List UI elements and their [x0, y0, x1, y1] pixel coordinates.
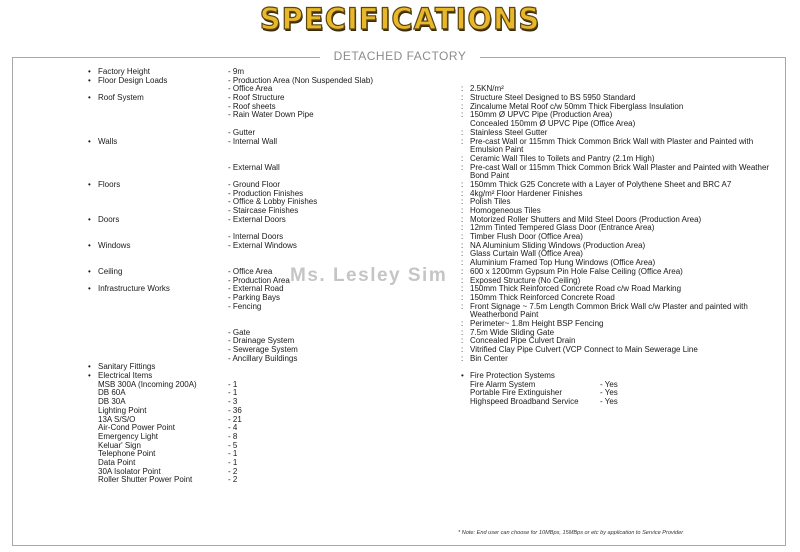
item-label: Sanitary Fittings	[98, 362, 156, 372]
bullet: •	[88, 362, 91, 372]
item-detail: Front Signage ~ 7.5m Length Common Brick Wall c/w Plaster and painted with	[470, 301, 748, 311]
colon: :	[461, 101, 464, 111]
bullet: •	[88, 136, 91, 146]
item-label: Ceiling	[98, 266, 123, 276]
sub-item: - Roof Structure	[228, 93, 285, 103]
colon: :	[461, 223, 464, 233]
bullet: •	[461, 371, 464, 381]
fire-item-label: Highspeed Broadband Service	[470, 397, 579, 407]
item-label: Walls	[98, 136, 118, 146]
item-detail: Weatherbond Paint	[470, 310, 539, 320]
item-detail: Timber Flush Door (Office Area)	[470, 232, 583, 242]
sub-item: - Production Area	[228, 275, 290, 285]
item-label: Lighting Point	[98, 405, 147, 415]
spec-row	[0, 146, 800, 155]
sub-item: - External Doors	[228, 214, 286, 224]
item-detail: 4kg/m² Floor Hardener Finishes	[470, 188, 583, 198]
colon: :	[461, 206, 464, 215]
sub-item: - Rain Water Down Pipe	[228, 110, 314, 120]
section-title: DETACHED FACTORY	[320, 49, 480, 63]
colon: :	[461, 345, 464, 354]
colon: :	[461, 84, 464, 94]
sub-item: - Production Finishes	[228, 188, 304, 198]
item-detail: 2.5KN/m²	[470, 84, 504, 94]
colon: :	[461, 284, 464, 294]
sub-item: - 2	[228, 466, 238, 476]
item-detail: Concealed 150mm Ø UPVC Pipe (Office Area)	[470, 119, 636, 129]
item-detail: NA Aluminium Sliding Windows (Production Area)	[470, 240, 646, 250]
spec-row	[0, 346, 800, 355]
item-label: 13A S/S/O	[98, 414, 136, 424]
sub-item: - 1	[228, 457, 238, 467]
item-detail: 7.5m Wide Sliding Gate	[470, 327, 555, 337]
colon: :	[461, 93, 464, 103]
sub-item: - 4	[228, 423, 238, 433]
spec-row	[0, 250, 800, 259]
spec-row	[0, 303, 800, 312]
colon: :	[461, 327, 464, 337]
spec-row	[0, 242, 800, 251]
spec-row	[0, 190, 800, 199]
sub-item: - Sewerage System	[228, 345, 298, 354]
item-label: Windows	[98, 240, 131, 250]
sub-item: - 8	[228, 431, 238, 441]
colon: :	[461, 301, 464, 311]
colon: :	[461, 153, 464, 163]
sub-item: - Internal Wall	[228, 136, 278, 146]
sub-item: - 1	[228, 449, 238, 459]
item-detail: 600 x 1200mm Gypsum Pin Hole False Ceiling (Office Area)	[470, 266, 683, 276]
spec-row	[0, 329, 800, 338]
colon: :	[461, 214, 464, 224]
item-label: 30A Isolator Point	[98, 466, 161, 476]
item-detail: Homogeneous Tiles	[470, 206, 541, 215]
sub-item: - 5	[228, 440, 238, 450]
sub-item: - Office & Lobby Finishes	[228, 197, 318, 207]
colon: :	[461, 127, 464, 137]
item-label: Roof System	[98, 93, 144, 103]
colon: :	[461, 249, 464, 259]
item-label: Roller Shutter Power Point	[98, 475, 193, 485]
sub-item: - Fencing	[228, 301, 262, 311]
spec-row	[0, 164, 800, 173]
item-detail: Glass Curtain Wall (Office Area)	[470, 249, 583, 259]
bullet: •	[88, 371, 91, 381]
sub-item: - 9m	[228, 67, 244, 76]
item-detail: Aluminium Framed Top Hung Windows (Office Area)	[470, 258, 656, 268]
sub-item: - External Windows	[228, 240, 297, 250]
item-detail: Emulsion Paint	[470, 145, 524, 155]
colon: :	[461, 266, 464, 276]
colon: :	[461, 188, 464, 198]
colon: :	[461, 197, 464, 207]
colon: :	[461, 240, 464, 250]
sub-item: - Roof sheets	[228, 101, 276, 111]
sub-item: - Parking Bays	[228, 292, 281, 302]
spec-row	[0, 216, 800, 225]
colon: :	[461, 179, 464, 189]
colon: :	[461, 258, 464, 268]
fire-item-label: Portable Fire Extinguisher	[470, 388, 563, 398]
bullet: •	[88, 214, 91, 224]
bullet: •	[88, 284, 91, 294]
item-detail: 150mm Thick G25 Concrete with a Layer of Polythene Sheet and BRC A7	[470, 179, 732, 189]
fire-item-label: Fire Alarm System	[470, 379, 536, 389]
item-label: DB 60A	[98, 388, 126, 398]
item-label: Keluar' Sign	[98, 440, 141, 450]
sub-item: - Staircase Finishes	[228, 206, 299, 215]
item-detail: Structure Steel Designed to BS 5950 Standard	[470, 93, 636, 103]
colon: :	[461, 336, 464, 346]
sub-item: - Ground Floor	[228, 179, 281, 189]
spec-row	[0, 320, 800, 329]
item-label: Infrastructure Works	[98, 284, 170, 294]
item-detail: Bond Paint	[470, 171, 510, 181]
item-label: MSB 300A (Incoming 200A)	[98, 379, 197, 389]
item-label: Electrical Items	[98, 371, 153, 381]
item-detail: 150mm Ø UPVC Pipe (Production Area)	[470, 110, 613, 120]
item-label: Floor Design Loads	[98, 75, 168, 85]
item-detail: Vitrified Clay Pipe Culvert (VCP Connect to Main Sewerage Line	[470, 345, 698, 354]
sub-item: - 1	[228, 388, 238, 398]
sub-item: - External Wall	[228, 162, 280, 172]
fire-item-value: - Yes	[600, 388, 618, 398]
item-detail: Ceramic Wall Tiles to Toilets and Pantry (2.1m High)	[470, 153, 655, 163]
bullet: •	[88, 75, 91, 85]
item-detail: Polish Tiles	[470, 197, 511, 207]
item-detail: Pre-cast Wall or 115mm Thick Common Brick Wall Plaster and Painted with Weather	[470, 162, 770, 172]
item-label: Data Point	[98, 457, 136, 467]
item-label: DB 30A	[98, 397, 126, 407]
item-detail: Concealed Pipe Culvert Drain	[470, 336, 576, 346]
item-detail: 12mm Tinted Tempered Glass Door (Entrance Area)	[470, 223, 655, 233]
item-detail: Motorized Roller Shutters and Mild Steel Doors (Production Area)	[470, 214, 702, 224]
item-detail: Bin Center	[470, 353, 508, 363]
item-label: Emergency Light	[98, 431, 159, 441]
item-label: Air-Cond Power Point	[98, 423, 175, 433]
spec-row	[0, 476, 800, 485]
sub-item: - Internal Doors	[228, 232, 284, 242]
spec-row	[0, 224, 800, 233]
item-detail: Zincalume Metal Roof c/w 50mm Thick Fiberglass Insulation	[470, 101, 684, 111]
sub-item: - Production Area (Non Suspended Slab)	[228, 75, 373, 85]
spec-row	[0, 120, 800, 129]
spec-row	[0, 198, 800, 207]
sub-item: - Ancillary Buildings	[228, 353, 298, 363]
page-title: SPECIFICATIONS	[259, 2, 541, 36]
sub-item: - 36	[228, 405, 242, 415]
sub-item: - 21	[228, 414, 242, 424]
sub-item: - External Road	[228, 284, 284, 294]
bullet: •	[88, 67, 91, 76]
item-label: Doors	[98, 214, 120, 224]
spec-row	[0, 138, 800, 147]
bullet: •	[88, 93, 91, 103]
item-label: Telephone Point	[98, 449, 156, 459]
spec-row	[0, 103, 800, 112]
colon: :	[461, 136, 464, 146]
colon: :	[461, 162, 464, 172]
item-detail: 150mm Thick Reinforced Concrete Road	[470, 292, 615, 302]
item-detail: 150mm Thick Reinforced Concrete Road c/w Road Marking	[470, 284, 682, 294]
spec-row	[0, 311, 800, 320]
bullet: •	[88, 266, 91, 276]
item-detail: Stainless Steel Gutter	[470, 127, 548, 137]
item-detail: Perimeter~ 1.8m Height BSP Fencing	[470, 318, 604, 328]
colon: :	[461, 318, 464, 328]
sub-item: - Office Area	[228, 84, 273, 94]
bullet: •	[88, 179, 91, 189]
item-label: Factory Height	[98, 67, 151, 76]
sub-item: - Gate	[228, 327, 251, 337]
sub-item: - 2	[228, 475, 238, 485]
sub-item: - 3	[228, 397, 238, 407]
fire-item-label: Fire Protection Systems	[470, 371, 555, 381]
colon: :	[461, 292, 464, 302]
fire-item-value: - Yes	[600, 397, 618, 407]
item-detail: Pre-cast Wall or 115mm Thick Common Brick Wall with Plaster and Painted with	[470, 136, 754, 146]
colon: :	[461, 353, 464, 363]
item-label: Floors	[98, 179, 121, 189]
sub-item: - 1	[228, 379, 238, 389]
colon: :	[461, 232, 464, 242]
bullet: •	[88, 240, 91, 250]
watermark: Ms. Lesley Sim	[290, 265, 448, 286]
spec-row	[0, 111, 800, 120]
spec-row	[0, 77, 800, 86]
sub-item: - Gutter	[228, 127, 256, 137]
colon: :	[461, 110, 464, 120]
footnote: * Note: End user can choose for 10MBps, 15MBps or etc by application to Service Provider	[458, 530, 684, 536]
colon: :	[461, 275, 464, 285]
sub-item: - Office Area	[228, 266, 273, 276]
spec-row	[0, 181, 800, 190]
sub-item: - Drainage System	[228, 336, 295, 346]
item-detail: Exposed Structure (No Ceiling)	[470, 275, 581, 285]
fire-item-value: - Yes	[600, 379, 618, 389]
